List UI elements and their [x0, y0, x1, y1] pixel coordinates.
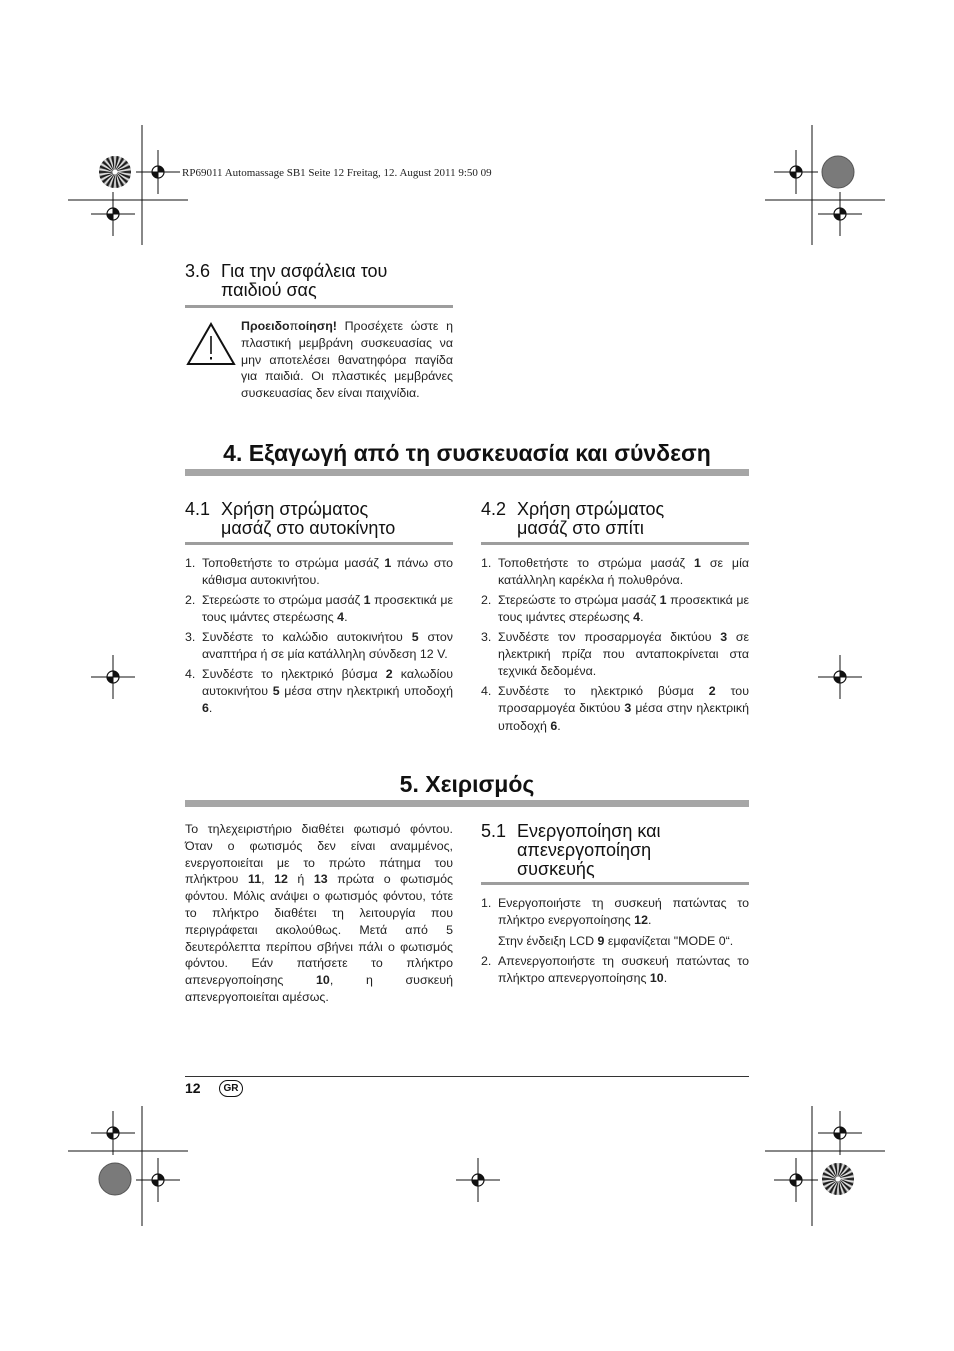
section-rule: [185, 542, 453, 545]
operation-paragraph: Το τηλεχειριστήριο διαθέτει φωτισμό φόντου. Όταν ο φωτισμός δεν είναι αναμμένος, ενεργοποιείται με το πρώτο πάτημα του πλήκτρου 11, 12 ή 13 πρώτα ο φωτισμός φόντου. Μόλις ανάψει ο φωτισμός φόντου, τότε το πλήκτρο διαθέτει τη λειτουργία που περιγράφεται ακολούθως. Μετά από 5 δευτερόλεπτα περίπου σβήνει πάλι ο φωτισμός φόντου. Εάν πατήσετε το πλήκτρο απενεργοποίησης 10, η συσκευή απενεργοποιείται αμέσως.: [185, 822, 453, 1004]
print-slug: RP69011 Automassage SB1 Seite 12 Freitag, 12. August 2011 9:50 09: [182, 167, 492, 179]
section-title-line1: Για την ασφάλεια του: [221, 261, 388, 281]
section-number: 4.1: [185, 499, 211, 519]
section-title-line1: Χρήση στρώματος: [517, 499, 665, 519]
list-item-note: Στην ένδειξη LCD 9 εμφανίζεται "MODE 0“.: [498, 934, 734, 949]
list-item: 3. Συνδέστε τον προσαρμογέα δικτύου 3 σε ηλεκτρική πρίζα που ανταποκρίνεται στα τεχνικά δεδομένα.: [481, 630, 749, 679]
section-title-line2: μασάζ στο σπίτι: [517, 518, 644, 538]
section-5-1-heading: [481, 822, 751, 879]
registration-target-icon: [136, 1158, 180, 1202]
list-item: 2. Στερεώστε το στρώμα μασάζ 1 προσεκτικά με τους ιμάντες στερέωσης 4.: [185, 593, 453, 625]
section-title-line2: παιδιού σας: [221, 280, 317, 300]
list-item: 4. Συνδέστε το ηλεκτρικό βύσμα 2 καλωδίου αυτοκινήτου 5 μέσα στην ηλεκτρική υποδοχή 6.: [185, 667, 453, 716]
section-number: 5.1: [481, 821, 507, 841]
section-rule: [185, 305, 453, 308]
registration-grey-disc-icon: [822, 156, 854, 188]
section-number: 4.2: [481, 499, 507, 519]
section-title-line1: Ενεργοποίηση και: [517, 821, 661, 841]
registration-starburst-icon: [822, 1163, 854, 1195]
registration-target-icon: [91, 1111, 135, 1155]
page-number: 12: [185, 1080, 201, 1096]
registration-target-icon: [774, 1158, 818, 1202]
registration-target-icon: [818, 655, 862, 699]
section-title-line2: μασάζ στο αυτοκίνητο: [221, 518, 396, 538]
registration-starburst-icon: [99, 156, 131, 188]
registration-target-icon: [456, 1158, 500, 1202]
section-title-line1: Χρήση στρώματος: [221, 499, 369, 519]
chapter-rule: [185, 469, 749, 476]
registration-target-icon: [91, 192, 135, 236]
registration-target-icon: [818, 192, 862, 236]
section-4-1-heading: [185, 500, 455, 538]
section-rule: [481, 542, 749, 545]
list-item: 3. Συνδέστε το καλώδιο αυτοκινήτου 5 στον αναπτήρα ή σε μία κατάλληλη σύνδεση 12 V.: [185, 630, 453, 662]
language-badge: GR: [219, 1080, 243, 1097]
section-3-6-heading: [185, 262, 455, 300]
steps-list-5-1: [481, 895, 749, 990]
registration-target-icon: [818, 1111, 862, 1155]
list-item: 1. Τοποθετήστε το στρώμα μασάζ 1 σε μία κατάλληλη καρέκλα ή πολυθρόνα.: [481, 556, 749, 588]
list-item: 4. Συνδέστε το ηλεκτρικό βύσμα 2 του προσαρμογέα δικτύου 3 μέσα στην ηλεκτρική υποδοχή 6.: [481, 684, 749, 733]
section-number: 3.6: [185, 261, 211, 281]
warning-triangle-icon: [186, 322, 236, 366]
warning-label: Προειδοποίηση!: [241, 319, 337, 333]
list-item: 2. Απενεργοποιήστε τη συσκευή πατώντας το πλήκτρο απενεργοποίησης 10.: [481, 954, 749, 986]
chapter-rule: [185, 800, 749, 807]
registration-target-icon: [136, 150, 180, 194]
registration-target-icon: [91, 655, 135, 699]
chapter-5-title: 5. Χειρισμός: [399, 771, 535, 797]
section-title-line2: απενεργοποίηση: [517, 840, 652, 860]
list-item: 1. Τοποθετήστε το στρώμα μασάζ 1 πάνω στο κάθισμα αυτοκινήτου.: [185, 556, 453, 588]
registration-target-icon: [774, 150, 818, 194]
section-title-line3: συσκευής: [517, 859, 595, 879]
registration-grey-disc-icon: [99, 1163, 131, 1195]
steps-list-4-1: [185, 555, 453, 720]
section-4-2-heading: [481, 500, 751, 538]
steps-list-4-2: [481, 555, 749, 737]
list-item: 2. Στερεώστε το στρώμα μασάζ 1 προσεκτικά με τους ιμάντες στερέωσης 4.: [481, 593, 749, 625]
list-item: 1. Ενεργοποιήστε τη συσκευή πατώντας το πλήκτρο ενεργοποίησης 12. Στην ένδειξη LCD 9 εμφανίζεται "MODE 0“.: [481, 895, 749, 951]
chapter-4-title: 4. Εξαγωγή από τη συσκευασία και σύνδεση: [223, 440, 711, 466]
warning-paragraph: Προειδοποίηση! Προσέχετε ώστε η πλαστική μεμβράνη συσκευασίας να μην αποτελέσει θανατηφόρα παγίδα για παιδιά. Οι πλαστικές μεμβράνες συσκευασίας δεν είναι παιχνίδια.: [241, 319, 453, 401]
section-rule: [481, 882, 749, 885]
footer-rule: [185, 1076, 749, 1077]
